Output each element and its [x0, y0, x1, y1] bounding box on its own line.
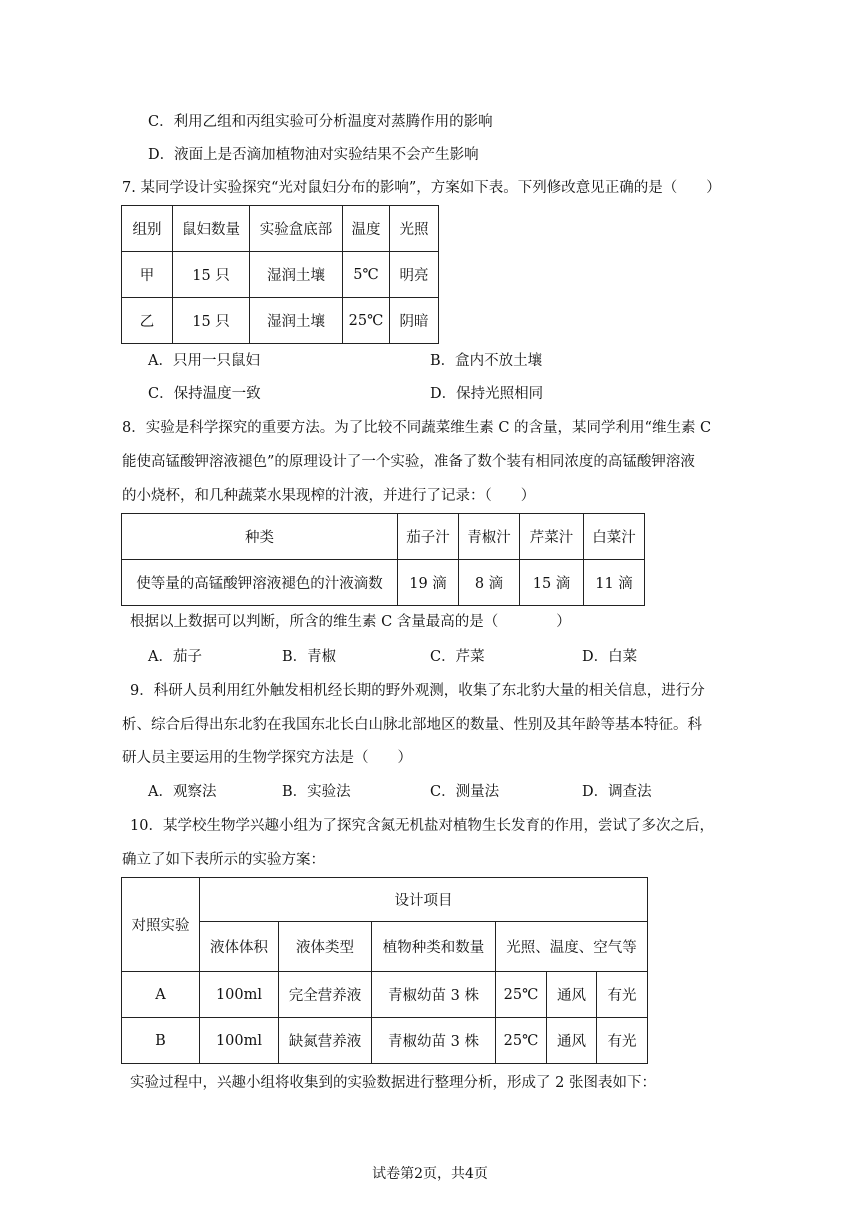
q7-header-group: 组别: [122, 206, 173, 252]
q8-option-d: D．白菜: [582, 649, 638, 665]
q9-option-d: D．调查法: [582, 784, 652, 800]
table-cell: 11 滴: [584, 560, 645, 606]
q10-header-conditions: 光照、温度、空气等: [496, 922, 648, 972]
table-cell: 青椒幼苗 3 株: [372, 1018, 496, 1064]
table-cell: 青椒幼苗 3 株: [372, 972, 496, 1018]
q9-stem-line-2: 析、综合后得出东北豹在我国东北长白山脉北部地区的数量、性别及其年龄等基本特征。科: [122, 717, 702, 733]
table-cell: 缺氮营养液: [279, 1018, 372, 1064]
q10-stem-line-1: 10．某学校生物学兴趣小组为了探究含氮无机盐对植物生长发育的作用，尝试了多次之后，: [130, 818, 714, 834]
q8-stem-line-1: 8．实验是科学探究的重要方法。为了比较不同蔬菜维生素 C 的含量，某同学利用“维生素 C: [122, 420, 712, 436]
q7-stem: 7. 某同学设计实验探究“光对鼠妇分布的影响”，方案如下表。下列修改意见正确的是（ ）: [122, 180, 721, 196]
table-row: [122, 1018, 648, 1064]
table-row: [122, 972, 648, 1018]
q8-header-celery: 芹菜汁: [520, 514, 584, 560]
table-cell: 100ml: [200, 972, 279, 1018]
table-cell: 有光: [597, 1018, 648, 1064]
table-cell: 25℃: [496, 1018, 547, 1064]
q7-header-count: 鼠妇数量: [173, 206, 250, 252]
q8-stem-line-2: 能使高锰酸钾溶液褪色”的原理设计了一个实验，准备了数个装有相同浓度的高锰酸钾溶液: [122, 454, 695, 470]
table-cell: 乙: [122, 298, 173, 344]
table-cell: 明亮: [390, 252, 439, 298]
q8-followup: 根据以上数据可以判断，所含的维生素 C 含量最高的是（ ）: [130, 614, 571, 630]
q8-stem-line-3: 的小烧杯，和几种蔬菜水果现榨的汁液，并进行了记录：（ ）: [122, 488, 536, 504]
q10-table: [121, 877, 648, 1064]
q10-corner-header: 对照实验: [122, 878, 200, 972]
table-cell: 湿润土壤: [250, 252, 343, 298]
q10-header-type: 液体类型: [279, 922, 372, 972]
table-cell: 使等量的高锰酸钾溶液褪色的汁液滴数: [122, 560, 398, 606]
q8-header-cabbage: 白菜汁: [584, 514, 645, 560]
table-cell: 甲: [122, 252, 173, 298]
q7-header-bottom: 实验盒底部: [250, 206, 343, 252]
q9-option-b: B．实验法: [282, 784, 351, 800]
table-cell: B: [122, 1018, 200, 1064]
q7-header-light: 光照: [390, 206, 439, 252]
table-cell: 通风: [547, 972, 597, 1018]
q8-option-c: C．芹菜: [430, 649, 485, 665]
q6-option-c: C．利用乙组和丙组实验可分析温度对蒸腾作用的影响: [148, 114, 493, 130]
q7-table: [121, 205, 439, 344]
q8-option-a: A．茄子: [148, 649, 202, 665]
q10-header-volume: 液体体积: [200, 922, 279, 972]
q9-option-a: A．观察法: [148, 784, 217, 800]
q8-header-eggplant: 茄子汁: [398, 514, 459, 560]
q6-option-d: D．液面上是否滴加植物油对实验结果不会产生影响: [148, 147, 479, 163]
page-footer: 试卷第2页，共4页: [372, 1166, 488, 1182]
q9-stem-line-1: 9．科研人员利用红外触发相机经长期的野外观测，收集了东北豹大量的相关信息，进行分: [130, 683, 705, 699]
table-cell: 5℃: [343, 252, 390, 298]
q9-option-c: C．测量法: [430, 784, 500, 800]
table-row: [122, 252, 439, 298]
q7-option-c: C．保持温度一致: [148, 386, 261, 402]
table-cell: 8 滴: [459, 560, 520, 606]
q10-header-plant: 植物种类和数量: [372, 922, 496, 972]
table-row: [122, 560, 645, 606]
q8-option-b: B．青椒: [282, 649, 337, 665]
q10-group-header: 设计项目: [200, 878, 648, 922]
table-cell: 完全营养液: [279, 972, 372, 1018]
q7-option-d: D．保持光照相同: [430, 386, 544, 402]
q8-table: [121, 513, 645, 606]
table-cell: 湿润土壤: [250, 298, 343, 344]
table-cell: 25℃: [496, 972, 547, 1018]
table-row: [122, 298, 439, 344]
q7-option-a: A．只用一只鼠妇: [148, 353, 260, 369]
table-cell: 阴暗: [390, 298, 439, 344]
q7-option-b: B．盒内不放土壤: [430, 353, 543, 369]
table-cell: 有光: [597, 972, 648, 1018]
table-cell: 19 滴: [398, 560, 459, 606]
q7-header-temp: 温度: [343, 206, 390, 252]
table-cell: A: [122, 972, 200, 1018]
table-cell: 15 只: [173, 252, 250, 298]
q9-stem-line-3: 研人员主要运用的生物学探究方法是（ ）: [122, 750, 412, 766]
table-cell: 15 滴: [520, 560, 584, 606]
q10-stem-line-2: 确立了如下表所示的实验方案：: [122, 852, 325, 868]
table-cell: 15 只: [173, 298, 250, 344]
table-cell: 通风: [547, 1018, 597, 1064]
table-cell: 25℃: [343, 298, 390, 344]
q10-followup: 实验过程中，兴趣小组将收集到的实验数据进行整理分析，形成了 2 张图表如下：: [130, 1075, 656, 1091]
table-cell: 100ml: [200, 1018, 279, 1064]
q8-header-pepper: 青椒汁: [459, 514, 520, 560]
q8-header-kind: 种类: [122, 514, 398, 560]
